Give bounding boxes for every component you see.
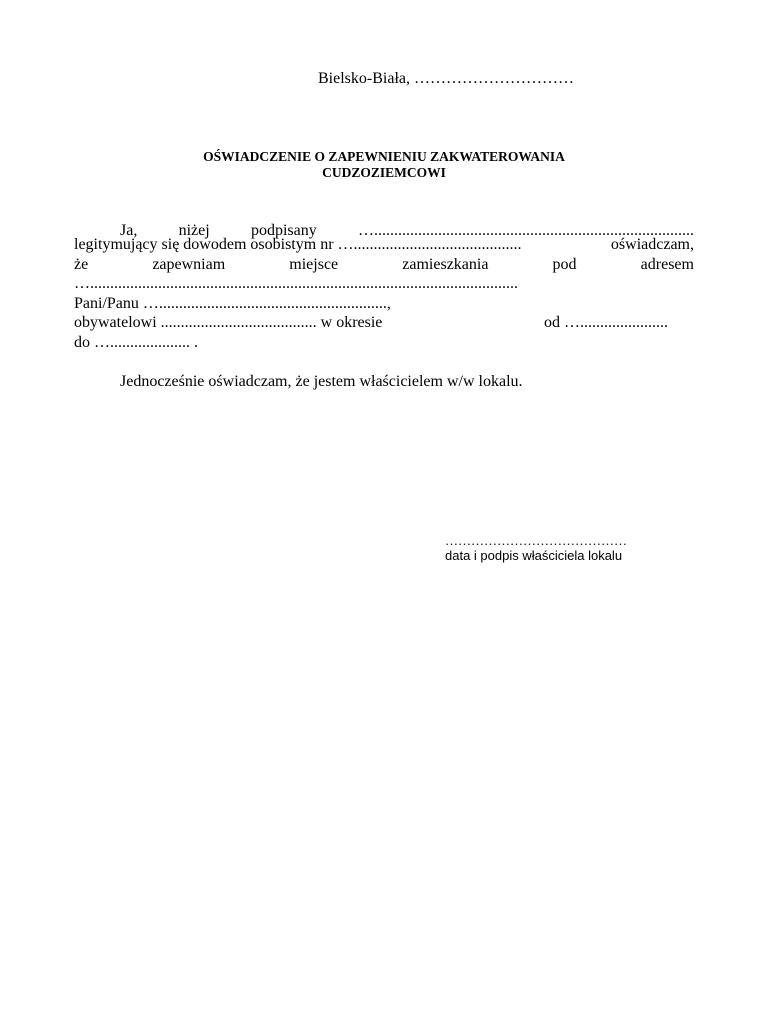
word: zapewniam (152, 256, 226, 273)
word: że (74, 256, 89, 273)
word: podpisany (250, 222, 317, 239)
paragraph1-line3 (74, 255, 694, 275)
word: Ja, (120, 222, 138, 239)
signature-caption: data i podpis właściciela lokalu (445, 548, 623, 563)
place-date-line: Bielsko-Biała, ………………………… (318, 70, 574, 87)
word: oświadczam, (610, 236, 694, 253)
citizen-period-line: obywatelowi ....................................... w okresie (74, 314, 383, 331)
period-to-line: do ….................... . (74, 334, 198, 351)
word: zamieszkania (402, 256, 489, 273)
word: adresem (640, 256, 694, 273)
document-title-line-1: OŚWIADCZENIE O ZAPEWNIENIU ZAKWATEROWANIA (203, 149, 565, 164)
id-number-text: legitymujący się dowodem osobistym nr ….......................................... (74, 236, 522, 253)
address-fill-in-line: …........................................................................................................... (74, 275, 518, 292)
fill-in-dots: …................................................................................ (358, 222, 694, 239)
signature-line: …………………………………… (445, 533, 627, 548)
document-title-line-2: CUDZOZIEMCOWI (322, 165, 446, 180)
period-from-line: od …...................... (544, 314, 668, 331)
word: pod (552, 256, 577, 273)
name-fill-in-line: Pani/Panu …........................................................., (74, 295, 391, 312)
word: miejsce (289, 256, 339, 273)
paragraph1-line2 (74, 235, 694, 255)
ownership-statement: Jednocześnie oświadczam, że jestem właścicielem w/w lokalu. (120, 373, 523, 390)
word: niżej (178, 222, 210, 239)
